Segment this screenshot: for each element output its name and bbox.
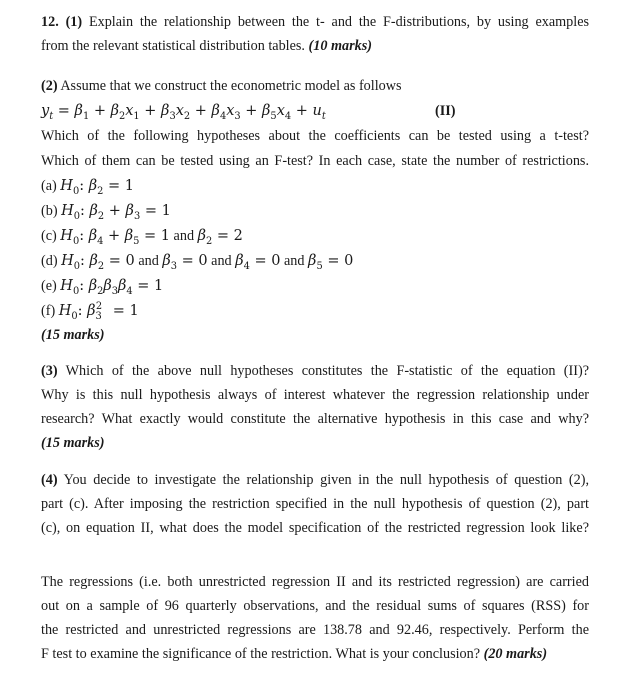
question-number: 12. — [41, 14, 59, 30]
hypothesis-e: $H_0$: $\beta_2\beta_3\beta_4 = 1$ — [60, 278, 164, 297]
final-line4 — [41, 645, 589, 663]
option-c-joiner: and — [173, 228, 195, 244]
part1-label: (1) — [65, 14, 83, 30]
part4-label: (4) — [41, 472, 58, 488]
part2-question-line2: Which of them can be tested using an F-test? In each case, state the number of restrictions. — [41, 153, 589, 169]
option-label: (e) — [41, 278, 57, 294]
part3-line2: Why is this null hypothesis always of interest whatever the regression relationship under — [41, 387, 589, 403]
part1-line1 — [41, 13, 589, 31]
option-d-joiner-1: and — [138, 253, 159, 269]
hypothesis-d: $H_0$: $\beta_2 = 0$ — [61, 253, 135, 272]
part3-label: (3) — [41, 363, 58, 379]
hypothesis-b: $H_0$: $\beta_2 + \beta_3 = 1$ — [61, 203, 171, 222]
part2-label: (2) — [41, 78, 58, 94]
hypothesis-c-part2: $\beta_2 = 2$ — [197, 228, 243, 247]
option-label: (d) — [41, 253, 58, 269]
part4-line2: part (c). After imposing the restriction specified in the null hypothesis of question (2), part — [41, 496, 589, 512]
part4-line3: (c), on equation II, what does the model specification of the restricted regression look like? — [41, 520, 589, 536]
hypothesis-f: $H_0$: $\beta_3^2 = 1$ — [58, 301, 139, 322]
part1-line2 — [41, 37, 589, 55]
equation-formula: $y_t = \beta_1 + \beta_2x_1 + \beta_3x_2 + \beta_4x_3 + \beta_5x_4 + u_t$ — [41, 103, 326, 122]
part3-line1 — [41, 362, 589, 380]
option-b — [41, 202, 589, 220]
option-label: (b) — [41, 203, 58, 219]
final-marks: (20 marks) — [483, 646, 548, 662]
option-label: (a) — [41, 178, 57, 194]
hypothesis-c: $H_0$: $\beta_4 + \beta_5 = 1$ — [60, 228, 170, 247]
part2-marks: (15 marks) — [41, 327, 105, 343]
option-label: (f) — [41, 303, 56, 319]
hypothesis-d-part3: $\beta_4 = 0$ — [235, 253, 281, 272]
option-a — [41, 177, 589, 195]
option-d-joiner-2: and — [211, 253, 232, 269]
model-equation — [41, 102, 589, 120]
part3-marks-line — [41, 434, 589, 452]
part3-text: Which of the above null hypotheses constitutes the F-statistic of the equation (II)? — [65, 363, 590, 379]
part4-line1 — [41, 471, 589, 489]
final-line2: out on a sample of 96 quarterly observations, and the residual sums of squares (RSS) for — [41, 598, 589, 614]
part4-text: You decide to investigate the relationship given in the null hypothesis of question (2), — [63, 472, 589, 488]
part3-line3: research? What exactly would constitute the alternative hypothesis in this case and why? — [41, 411, 589, 427]
part2-intro-line — [41, 77, 589, 95]
option-f — [41, 302, 589, 320]
hypothesis-d-part2: $\beta_3 = 0$ — [162, 253, 208, 272]
final-text: F test to examine the significance of the restriction. What is your conclusion? — [41, 646, 481, 662]
hypothesis-d-part4: $\beta_5 = 0$ — [308, 253, 354, 272]
part1-text-cont: from the relevant statistical distribution tables. — [41, 38, 305, 54]
equation-tag: (II) — [435, 103, 456, 119]
final-line1: The regressions (i.e. both unrestricted regression II and its restricted regression) are carried — [41, 574, 589, 590]
option-c — [41, 227, 589, 245]
final-line3: the restricted and unrestricted regressions are 138.78 and 92.46, respectively. Perform the — [41, 622, 589, 638]
option-e — [41, 277, 589, 295]
part2-marks-line — [41, 326, 589, 344]
part1-text: Explain the relationship between the t- and the F-distributions, by using examples — [88, 14, 590, 30]
part2-question-line1: Which of the following hypotheses about the coefficients can be tested using a t-test? — [41, 128, 589, 144]
option-d — [41, 252, 589, 270]
option-label: (c) — [41, 228, 57, 244]
option-d-joiner-3: and — [284, 253, 305, 269]
part3-marks: (15 marks) — [41, 435, 105, 451]
part1-marks: (10 marks) — [308, 38, 372, 54]
hypothesis-a: $H_0$: $\beta_2 = 1$ — [60, 178, 134, 197]
part2-intro: Assume that we construct the econometric model as follows — [60, 78, 402, 94]
